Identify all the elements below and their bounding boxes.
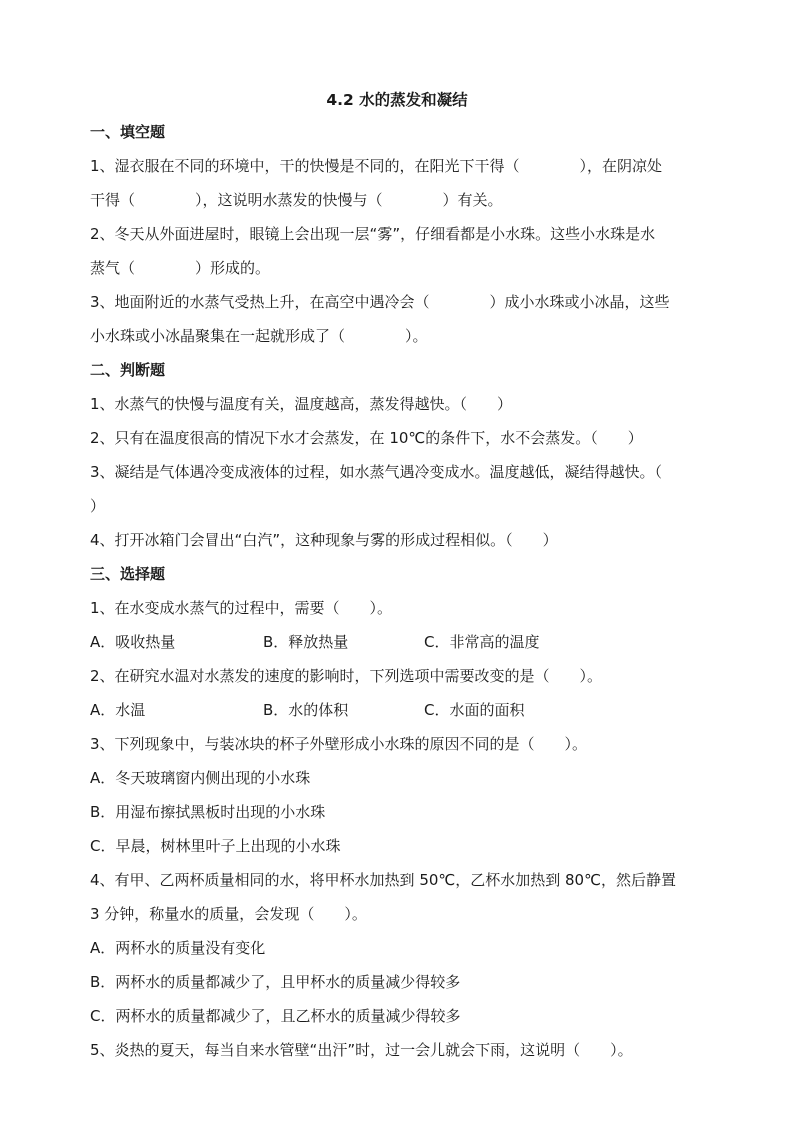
choice-question-5: 5、炎热的夏天，每当自来水管壁“出汗”时，过一会儿就会下雨，这说明（ ）。 xyxy=(90,1041,633,1059)
q1-option-b: B．释放热量 xyxy=(263,633,349,651)
section-heading-choice: 三、选择题 xyxy=(90,565,166,583)
q4-option-b: B．两杯水的质量都减少了，且甲杯水的质量减少得较多 xyxy=(90,973,461,991)
q3-option-b: B．用湿布擦拭黑板时出现的小水珠 xyxy=(90,803,326,821)
q1-option-a: A．吸收热量 xyxy=(90,633,176,651)
section-heading-fill: 一、填空题 xyxy=(90,123,166,141)
judge-line: ） xyxy=(90,497,106,515)
judge-line: 2、只有在温度很高的情况下水才会蒸发，在 10℃的条件下，水不会蒸发。（ ） xyxy=(90,429,643,447)
page-title: 4.2 水的蒸发和凝结 xyxy=(326,91,468,109)
fill-line: 干得（ ），这说明水蒸发的快慢与（ ）有关。 xyxy=(90,191,503,209)
q2-option-c: C．水面的面积 xyxy=(424,701,525,719)
fill-line: 小水珠或小冰晶聚集在一起就形成了（ ）。 xyxy=(90,327,428,345)
q1-option-c: C．非常高的温度 xyxy=(424,633,540,651)
judge-line: 1、水蒸气的快慢与温度有关，温度越高，蒸发得越快。（ ） xyxy=(90,395,513,413)
q2-option-b: B．水的体积 xyxy=(263,701,349,719)
q3-option-c: C．早晨，树林里叶子上出现的小水珠 xyxy=(90,837,341,855)
q2-option-a: A．水温 xyxy=(90,701,146,719)
q4-option-c: C．两杯水的质量都减少了，且乙杯水的质量减少得较多 xyxy=(90,1007,461,1025)
choice-question-4-cont: 3 分钟，称量水的质量，会发现（ ）。 xyxy=(90,905,367,923)
judge-line: 3、凝结是气体遇冷变成液体的过程，如水蒸气遇冷变成水。温度越低，凝结得越快。（ xyxy=(90,463,663,481)
fill-line: 蒸气（ ）形成的。 xyxy=(90,259,271,277)
choice-question-2: 2、在研究水温对水蒸发的速度的影响时，下列选项中需要改变的是（ ）。 xyxy=(90,667,603,685)
section-heading-judge: 二、判断题 xyxy=(90,361,166,379)
judge-line: 4、打开冰箱门会冒出“白汽”，这种现象与雾的形成过程相似。（ ） xyxy=(90,531,558,549)
fill-line: 1、湿衣服在不同的环境中，干的快慢是不同的，在阳光下干得（ ），在阴凉处 xyxy=(90,157,663,175)
fill-line: 3、地面附近的水蒸气受热上升，在高空中遇冷会（ ）成小水珠或小冰晶，这些 xyxy=(90,293,670,311)
choice-question-1: 1、在水变成水蒸气的过程中，需要（ ）。 xyxy=(90,599,393,617)
choice-question-4: 4、有甲、乙两杯质量相同的水，将甲杯水加热到 50℃，乙杯水加热到 80℃，然后静置 xyxy=(90,871,676,889)
q4-option-a: A．两杯水的质量没有变化 xyxy=(90,939,266,957)
q3-option-a: A．冬天玻璃窗内侧出现的小水珠 xyxy=(90,769,311,787)
choice-question-3: 3、下列现象中，与装冰块的杯子外壁形成小水珠的原因不同的是（ ）。 xyxy=(90,735,588,753)
fill-line: 2、冬天从外面进屋时，眼镜上会出现一层“雾”，仔细看都是小水珠。这些小水珠是水 xyxy=(90,225,656,243)
